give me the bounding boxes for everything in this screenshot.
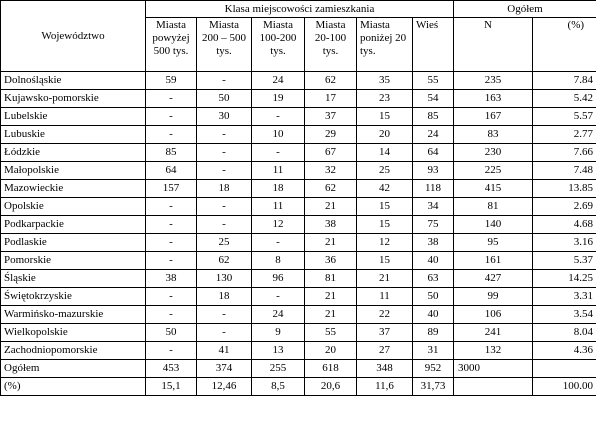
row-class-value-2: 12,46	[197, 378, 252, 396]
row-total-pct: 7.66	[533, 144, 596, 162]
row-class-value-6: 50	[413, 288, 454, 306]
row-voivodeship: Kujawsko-pomorskie	[1, 90, 146, 108]
row-class-value-6: 31,73	[413, 378, 454, 396]
row-class-value-2: 25	[197, 234, 252, 252]
row-class-value-6: 93	[413, 162, 454, 180]
row-class-value-5: 11	[357, 288, 413, 306]
row-total-pct: 2.69	[533, 198, 596, 216]
row-voivodeship: Dolnośląskie	[1, 72, 146, 90]
row-class-value-1: 59	[146, 72, 197, 90]
row-class-value-5: 348	[357, 360, 413, 378]
row-total-n: 230	[454, 144, 533, 162]
row-class-value-4: 62	[305, 180, 357, 198]
row-class-value-6: 55	[413, 72, 454, 90]
row-class-value-6: 75	[413, 216, 454, 234]
row-class-value-5: 35	[357, 72, 413, 90]
row-class-value-4: 37	[305, 108, 357, 126]
row-total-n	[454, 378, 533, 396]
row-class-value-3: 24	[252, 306, 305, 324]
row-class-value-5: 37	[357, 324, 413, 342]
row-class-value-6: 85	[413, 108, 454, 126]
row-class-value-2: 30	[197, 108, 252, 126]
row-class-value-5: 15	[357, 108, 413, 126]
row-class-value-2: 374	[197, 360, 252, 378]
row-class-value-3: 9	[252, 324, 305, 342]
row-class-value-1: 85	[146, 144, 197, 162]
row-class-value-4: 38	[305, 216, 357, 234]
row-class-value-5: 25	[357, 162, 413, 180]
table-row	[1, 126, 596, 144]
row-class-value-2: -	[197, 306, 252, 324]
row-voivodeship: Wielkopolskie	[1, 324, 146, 342]
row-class-value-2: -	[197, 216, 252, 234]
row-class-value-4: 32	[305, 162, 357, 180]
row-class-value-1: 453	[146, 360, 197, 378]
row-total-pct: 7.48	[533, 162, 596, 180]
row-total-n: 3000	[454, 360, 533, 378]
row-voivodeship: Podlaskie	[1, 234, 146, 252]
row-total-n: 132	[454, 342, 533, 360]
row-class-value-6: 24	[413, 126, 454, 144]
header-pct: (%)	[533, 18, 596, 72]
row-class-value-3: 11	[252, 162, 305, 180]
row-class-value-5: 15	[357, 198, 413, 216]
row-class-value-4: 20,6	[305, 378, 357, 396]
row-class-value-1: -	[146, 234, 197, 252]
row-total-n: 235	[454, 72, 533, 90]
row-class-value-3: -	[252, 144, 305, 162]
row-total-pct: 5.37	[533, 252, 596, 270]
row-total-n: 81	[454, 198, 533, 216]
row-class-value-1: -	[146, 108, 197, 126]
row-class-value-2: 130	[197, 270, 252, 288]
row-class-value-2: 50	[197, 90, 252, 108]
row-class-value-2: -	[197, 144, 252, 162]
table-row	[1, 360, 596, 378]
row-class-value-4: 21	[305, 234, 357, 252]
row-voivodeship: Opolskie	[1, 198, 146, 216]
row-total-n: 95	[454, 234, 533, 252]
row-class-value-4: 29	[305, 126, 357, 144]
row-class-value-2: -	[197, 162, 252, 180]
row-class-value-3: -	[252, 288, 305, 306]
row-total-n: 106	[454, 306, 533, 324]
row-class-value-3: 13	[252, 342, 305, 360]
table-row	[1, 306, 596, 324]
row-class-value-2: 18	[197, 288, 252, 306]
header-class-2: Miasta 200 – 500 tys.	[197, 18, 252, 72]
row-class-value-2: -	[197, 72, 252, 90]
row-voivodeship: Lubelskie	[1, 108, 146, 126]
row-class-value-6: 34	[413, 198, 454, 216]
table-row	[1, 288, 596, 306]
row-class-value-3: 18	[252, 180, 305, 198]
table-row	[1, 324, 596, 342]
row-class-value-4: 21	[305, 306, 357, 324]
row-class-value-3: 255	[252, 360, 305, 378]
table-row	[1, 72, 596, 90]
row-class-value-1: 15,1	[146, 378, 197, 396]
row-total-pct: 5.42	[533, 90, 596, 108]
row-class-value-4: 20	[305, 342, 357, 360]
row-voivodeship: Podkarpackie	[1, 216, 146, 234]
table-row	[1, 234, 596, 252]
table-row	[1, 180, 596, 198]
row-class-value-4: 618	[305, 360, 357, 378]
row-class-value-6: 54	[413, 90, 454, 108]
row-class-value-6: 64	[413, 144, 454, 162]
row-total-n: 140	[454, 216, 533, 234]
row-class-value-3: -	[252, 234, 305, 252]
row-class-value-3: 12	[252, 216, 305, 234]
row-class-value-1: -	[146, 198, 197, 216]
row-class-value-3: 96	[252, 270, 305, 288]
row-class-value-5: 42	[357, 180, 413, 198]
row-class-value-1: -	[146, 90, 197, 108]
row-total-pct: 4.68	[533, 216, 596, 234]
row-class-value-6: 63	[413, 270, 454, 288]
table-row	[1, 270, 596, 288]
row-class-value-6: 118	[413, 180, 454, 198]
row-class-value-5: 27	[357, 342, 413, 360]
row-total-n: 99	[454, 288, 533, 306]
row-total-n: 167	[454, 108, 533, 126]
row-class-value-1: -	[146, 342, 197, 360]
row-class-value-3: 10	[252, 126, 305, 144]
row-total-pct: 2.77	[533, 126, 596, 144]
header-class-1: Miasta powyżej 500 tys.	[146, 18, 197, 72]
table-row	[1, 198, 596, 216]
row-class-value-1: 64	[146, 162, 197, 180]
row-total-n: 415	[454, 180, 533, 198]
row-voivodeship: Lubuskie	[1, 126, 146, 144]
row-total-pct: 5.57	[533, 108, 596, 126]
table-row	[1, 108, 596, 126]
row-total-n: 427	[454, 270, 533, 288]
row-class-value-1: -	[146, 252, 197, 270]
row-class-value-1: 157	[146, 180, 197, 198]
row-class-value-1: -	[146, 216, 197, 234]
row-total-n: 163	[454, 90, 533, 108]
header-total-group: Ogółem	[454, 1, 596, 18]
row-total-pct: 3.31	[533, 288, 596, 306]
table-row	[1, 342, 596, 360]
row-class-value-1: -	[146, 126, 197, 144]
row-class-value-5: 14	[357, 144, 413, 162]
header-voivodeship: Województwo	[1, 1, 146, 72]
row-voivodeship: Mazowieckie	[1, 180, 146, 198]
table-row	[1, 216, 596, 234]
header-class-group: Klasa miejscowości zamieszkania	[146, 1, 454, 18]
row-class-value-2: -	[197, 198, 252, 216]
row-total-n: 161	[454, 252, 533, 270]
row-class-value-5: 22	[357, 306, 413, 324]
row-voivodeship: Małopolskie	[1, 162, 146, 180]
row-class-value-4: 81	[305, 270, 357, 288]
header-class-3: Miasta 100-200 tys.	[252, 18, 305, 72]
row-class-value-3: 11	[252, 198, 305, 216]
row-class-value-2: 41	[197, 342, 252, 360]
header-class-4: Miasta 20-100 tys.	[305, 18, 357, 72]
row-class-value-1: -	[146, 288, 197, 306]
header-class-5: Miasta poniżej 20 tys.	[357, 18, 413, 72]
header-n: N	[454, 18, 533, 72]
row-voivodeship: (%)	[1, 378, 146, 396]
row-class-value-2: -	[197, 126, 252, 144]
row-class-value-4: 21	[305, 288, 357, 306]
row-total-pct: 3.16	[533, 234, 596, 252]
row-class-value-4: 67	[305, 144, 357, 162]
row-class-value-1: 50	[146, 324, 197, 342]
row-voivodeship: Świętokrzyskie	[1, 288, 146, 306]
row-class-value-3: 19	[252, 90, 305, 108]
row-class-value-4: 55	[305, 324, 357, 342]
table-row	[1, 252, 596, 270]
row-class-value-4: 17	[305, 90, 357, 108]
row-class-value-5: 15	[357, 252, 413, 270]
row-class-value-5: 23	[357, 90, 413, 108]
row-class-value-5: 12	[357, 234, 413, 252]
row-class-value-1: -	[146, 306, 197, 324]
row-total-pct: 3.54	[533, 306, 596, 324]
row-total-pct: 100.00	[533, 378, 596, 396]
row-class-value-6: 31	[413, 342, 454, 360]
row-total-pct	[533, 360, 596, 378]
header-class-6: Wieś	[413, 18, 454, 72]
row-class-value-4: 62	[305, 72, 357, 90]
row-class-value-5: 15	[357, 216, 413, 234]
row-total-pct: 4.36	[533, 342, 596, 360]
row-class-value-5: 20	[357, 126, 413, 144]
row-class-value-4: 21	[305, 198, 357, 216]
row-voivodeship: Pomorskie	[1, 252, 146, 270]
table-row	[1, 378, 596, 396]
table-row	[1, 90, 596, 108]
row-total-pct: 14.25	[533, 270, 596, 288]
table-body	[1, 72, 596, 396]
row-class-value-3: 8	[252, 252, 305, 270]
row-class-value-6: 40	[413, 306, 454, 324]
row-class-value-1: 38	[146, 270, 197, 288]
row-total-pct: 7.84	[533, 72, 596, 90]
row-class-value-6: 40	[413, 252, 454, 270]
row-class-value-6: 38	[413, 234, 454, 252]
row-class-value-3: 8,5	[252, 378, 305, 396]
row-total-n: 225	[454, 162, 533, 180]
row-class-value-2: 62	[197, 252, 252, 270]
row-voivodeship: Ogółem	[1, 360, 146, 378]
row-class-value-4: 36	[305, 252, 357, 270]
row-total-n: 241	[454, 324, 533, 342]
row-voivodeship: Łódzkie	[1, 144, 146, 162]
row-total-n: 83	[454, 126, 533, 144]
row-class-value-3: 24	[252, 72, 305, 90]
row-class-value-6: 952	[413, 360, 454, 378]
row-class-value-5: 11,6	[357, 378, 413, 396]
row-class-value-2: -	[197, 324, 252, 342]
row-voivodeship: Zachodniopomorskie	[1, 342, 146, 360]
row-class-value-3: -	[252, 108, 305, 126]
table-row	[1, 162, 596, 180]
row-voivodeship: Warmińsko-mazurskie	[1, 306, 146, 324]
table-row	[1, 144, 596, 162]
row-class-value-2: 18	[197, 180, 252, 198]
row-class-value-6: 89	[413, 324, 454, 342]
row-class-value-5: 21	[357, 270, 413, 288]
row-voivodeship: Śląskie	[1, 270, 146, 288]
row-total-pct: 13.85	[533, 180, 596, 198]
row-total-pct: 8.04	[533, 324, 596, 342]
